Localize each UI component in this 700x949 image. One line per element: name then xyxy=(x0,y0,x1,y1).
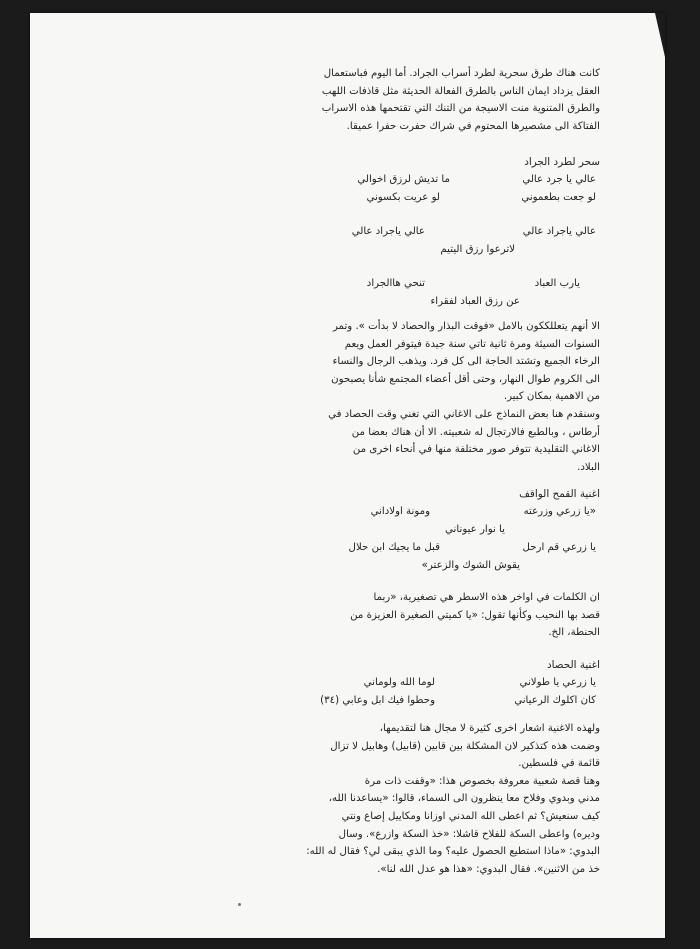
poem-verse: يا زرعي قم ارحل xyxy=(522,542,596,553)
document-page xyxy=(30,13,665,938)
paragraph-harvest-songs xyxy=(300,318,600,476)
poem-verse: عالي ياجراد عالي xyxy=(522,226,596,237)
poem-harvest xyxy=(300,656,600,710)
poem-line xyxy=(300,293,600,311)
poem-verse: لاترعوا رزق اليتيم xyxy=(440,244,515,255)
text-line: قصد بها النحيب وكأنها تقول: «يا كميتي الصغيرة العزيزة من xyxy=(350,609,600,621)
paragraph-folk-tale xyxy=(300,720,600,878)
poem-verse: لو عريت بكسوني xyxy=(366,192,440,203)
poem-line xyxy=(300,189,600,207)
text-line: الى الكروم طوال النهار، وحتى أقل أعضاء المجتمع شأنا يصبحون xyxy=(331,373,600,385)
text-line: خذ من الاثنين». فقال البدوي: «هذا هو عدل الله لنا». xyxy=(377,863,600,875)
poem-title: سحر لطرد الجراد xyxy=(524,156,600,168)
paragraph-diminutive xyxy=(300,589,600,642)
poem-line xyxy=(300,503,600,521)
poem-verse: عن رزق العباد لفقراء xyxy=(430,296,520,307)
poem-verse: «يا زرعي وزرعته xyxy=(523,506,596,517)
poem-line xyxy=(300,241,600,259)
poem-verse: قبل ما يجيك ابن حلال xyxy=(348,542,440,553)
poem-verse: ما تديش لرزق اخوالي xyxy=(357,174,450,185)
poem-verse: يارب العباد xyxy=(534,278,580,289)
text-line: وسنقدم هنا بعض النماذج على الاغاني التي تغني وقت الحصاد في xyxy=(328,408,600,420)
text-line: قائمة في فلسطين. xyxy=(518,758,600,770)
poem-verse: تنحي هاالجراد xyxy=(366,278,425,289)
text-line: الفتاكة الى مشصيرها المحتوم في شراك حفرت حفرا عميقا. xyxy=(346,120,600,132)
poem-line xyxy=(300,275,600,293)
poem-line xyxy=(300,692,600,710)
poem-verse: وحطوا فيك ابل وعابي (٣٤) xyxy=(320,695,435,706)
text-line: كانت هناك طرق سحرية لطرد أسراب الجراد. أما اليوم فباستعمال xyxy=(323,68,600,79)
poem-verse: يقوش الشوك والزعتر» xyxy=(421,560,520,571)
text-line: والطرق المتنوية منت الاسيجة من التنك التي تقتحمها هذه الاسراب xyxy=(321,103,600,115)
text-line: الحنطة، الخ. xyxy=(548,627,600,639)
poem-title: اغنية الحصاد xyxy=(546,659,600,671)
paragraph-locust-magic xyxy=(300,65,600,135)
text-line: البلاد. xyxy=(577,461,600,473)
text-line: ان الكلمات في اواخر هذه الاسطر هي تصغيرية، «ربما xyxy=(373,592,600,603)
text-line: مدني وبدوي وفلاح معا ينظرون الى السماء، قالوا: «يساعدنا الله، xyxy=(328,793,600,805)
poem-verse: يا نوار عيوناني xyxy=(445,524,505,535)
text-line: الاغاني التقليدية تتوفر صور مختلفة منها في أنحاء اخرى من xyxy=(352,444,600,456)
poem-line xyxy=(300,171,600,189)
poem-verse: يا زرعي يا طولاني xyxy=(519,677,596,688)
text-line: الا أنهم يتعللككون بالامل «فوقت البذار والحصاد لا بدأت ». وتمر xyxy=(332,321,600,332)
poem-verse: كان اكلوك الرعياني xyxy=(514,695,596,706)
poem-line xyxy=(300,557,600,575)
folded-corner xyxy=(655,13,665,57)
text-line: من الاهمية بمكان كبير. xyxy=(503,391,600,403)
text-line: وضمت هذه كتذكير لان المشكلة بين قابين (قابيل) وهابيل لا تزال xyxy=(330,740,600,752)
text-line: البدوي: «ماذا استطيع الحصول عليه؟ وما الذي يبقى لي؟ فقال له الله: xyxy=(306,846,600,858)
text-line: العقل يزداد ايمان الناس بالطرق الفعالة الحديثة مثل قاذفات اللهب xyxy=(321,85,600,97)
ink-speck xyxy=(238,903,241,906)
poem-verse: عالي يا جرد عالي xyxy=(522,174,596,185)
poem-locust-spell xyxy=(300,153,600,311)
poem-verse: لوما الله ولوماني xyxy=(363,677,435,688)
poem-line xyxy=(300,223,600,241)
poem-verse: ومونة اولاداني xyxy=(370,506,430,517)
text-line: كيف سنعيش؟ ثم اعطى الله المدني اوزانا ومكاييل إصاع ونتي xyxy=(341,810,600,822)
poem-verse: لو جعت بطعموني xyxy=(521,192,596,203)
poem-line xyxy=(300,674,600,692)
text-line: وهنا قصة شعبية معروفة بخصوص هذا: «وقفت ذات مرة xyxy=(364,775,600,787)
poem-verse: عالي ياجراد عالي xyxy=(351,226,425,237)
text-line: أرطاس ، وبالطبع فالارتجال له شعبيته. الا أن هناك بعضا من xyxy=(351,426,600,438)
text-line: وديره) واعطى السكة للفلاح قاشلا: «خذ السكة وازرع». وسال xyxy=(338,828,600,840)
poem-standing-wheat xyxy=(300,485,600,575)
poem-line xyxy=(300,521,600,539)
text-line: السنوات السيئة ومرة ثانية تاتي سنة جيدة فيتوفر العمل ويعم xyxy=(344,338,600,350)
text-line: ولهذه الاغنية اشعار اخرى كثيرة لا مجال هنا لتقديمها، xyxy=(379,723,600,734)
poem-title: اغنية القمح الواقف xyxy=(519,488,600,500)
poem-line xyxy=(300,539,600,557)
text-line: الرخاء الجميع وتشتد الحاجة الى كل فرد. ويذهب الرجال والنساء xyxy=(332,356,600,368)
